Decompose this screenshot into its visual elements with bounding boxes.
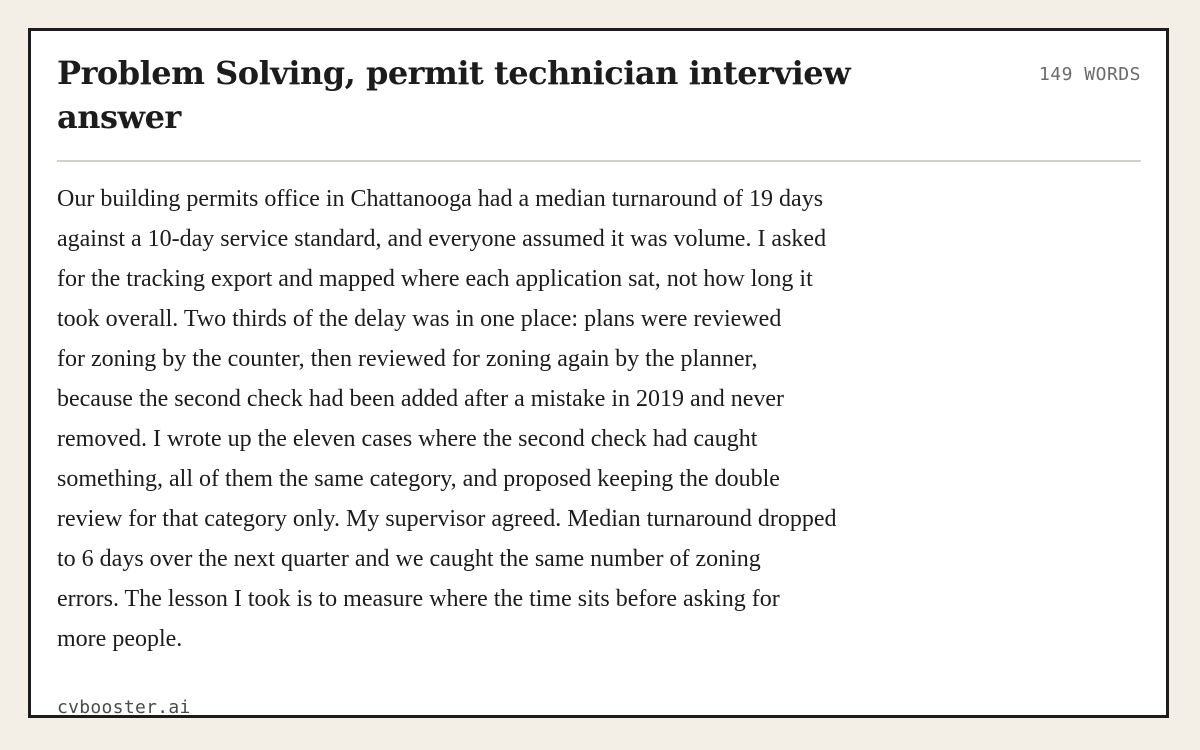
answer-line: for zoning by the counter, then reviewed for zoning again by the planner, [57,346,758,372]
header-divider [57,160,1141,162]
answer-line: more people. [57,626,183,652]
answer-text [57,179,1057,659]
answer-line: errors. The lesson I took is to measure where the time sits before asking for [57,586,780,612]
answer-line: Our building permits office in Chattanooga had a median turnaround of 19 days [57,186,824,212]
answer-line: for the tracking export and mapped where each application sat, not how long it [57,266,813,292]
footer-brand: cvbooster.ai [57,697,191,718]
answer-line: something, all of them the same category, and proposed keeping the double [57,466,780,492]
page-title: Problem Solving, permit technician interview answer [57,54,851,136]
word-count-badge: 149 WORDS [1038,64,1141,85]
answer-line: to 6 days over the next quarter and we caught the same number of zoning [57,546,761,572]
answer-card [28,28,1169,718]
answer-line: took overall. Two thirds of the delay was in one place: plans were reviewed [57,306,782,332]
answer-line: against a 10-day service standard, and everyone assumed it was volume. I asked [57,226,827,252]
answer-line: because the second check had been added after a mistake in 2019 and never [57,386,785,412]
answer-line: removed. I wrote up the eleven cases where the second check had caught [57,426,758,452]
answer-line: review for that category only. My supervisor agreed. Median turnaround dropped [57,506,837,532]
